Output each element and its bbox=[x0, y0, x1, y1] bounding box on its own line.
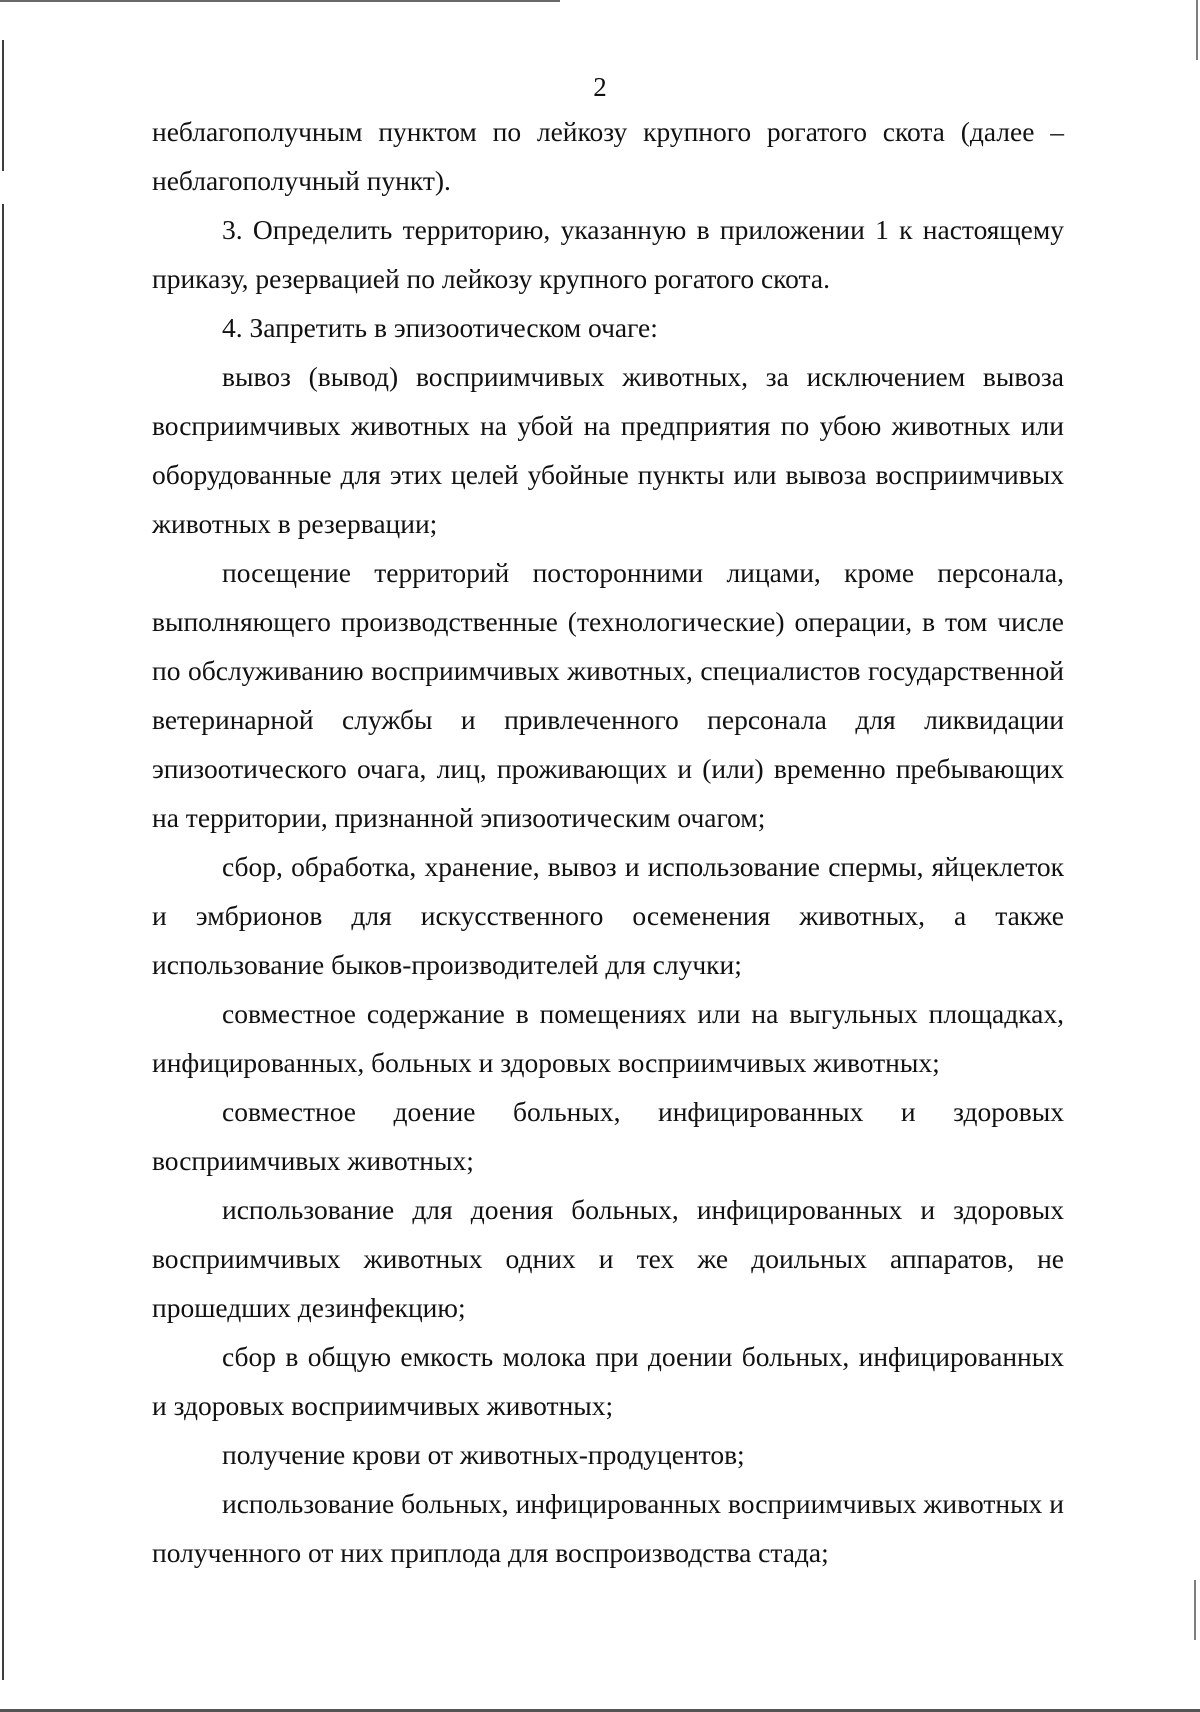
paragraph: 3. Определить территорию, указанную в приложении 1 к настоящему приказу, резервацией по лейкозу крупного рогатого скота. bbox=[152, 214, 1064, 294]
paragraph: сбор, обработка, хранение, вывоз и использование спермы, яйцеклеток и эмбрионов для искусственного осеменения животных, а также использование быков-производителей для случки; bbox=[152, 851, 1064, 980]
paragraph: совместное доение больных, инфицированных и здоровых восприимчивых животных; bbox=[152, 1096, 1064, 1176]
paragraph: сбор в общую емкость молока при доении больных, инфицированных и здоровых восприимчивых животных; bbox=[152, 1341, 1064, 1421]
paragraph: вывоз (вывод) восприимчивых животных, за исключением вывоза восприимчивых животных на убой на предприятия по убою животных или оборудованные для этих целей убойные пункты или вывоза восприимчивых животных в резервации; bbox=[152, 361, 1064, 539]
scan-border-top bbox=[0, 0, 560, 2]
paragraph: получение крови от животных-продуцентов; bbox=[222, 1439, 745, 1470]
paragraph: совместное содержание в помещениях или на выгульных площадках, инфицированных, больных и здоровых восприимчивых животных; bbox=[152, 998, 1064, 1078]
page-number: 2 bbox=[593, 72, 607, 102]
scan-border-left bbox=[2, 40, 4, 1680]
paragraph: 4. Запретить в эпизоотическом очаге: bbox=[222, 312, 658, 343]
scan-border-right-bottom bbox=[1194, 1580, 1196, 1640]
paragraph: использование больных, инфицированных восприимчивых животных и полученного от них приплода для воспроизводства стада; bbox=[152, 1488, 1064, 1568]
paragraph: использование для доения больных, инфицированных и здоровых восприимчивых животных одних и тех же доильных аппаратов, не прошедших дезинфекцию; bbox=[152, 1194, 1064, 1323]
paragraph: неблагополучным пунктом по лейкозу крупного рогатого скота (далее – неблагополучный пункт). bbox=[152, 116, 1064, 196]
scan-border-right-top bbox=[1196, 0, 1198, 60]
paragraph: посещение территорий посторонними лицами, кроме персонала, выполняющего производственные (технологические) операции, в том числе по обслуживанию восприимчивых животных, специалистов государственной ветеринарной службы и привлеченного персонала для ликвидации эпизоотического очага, лиц, проживающих и (или) временно пребывающих на территории, признанной эпизоотическим очагом; bbox=[152, 557, 1064, 833]
document-body bbox=[152, 107, 1064, 1577]
